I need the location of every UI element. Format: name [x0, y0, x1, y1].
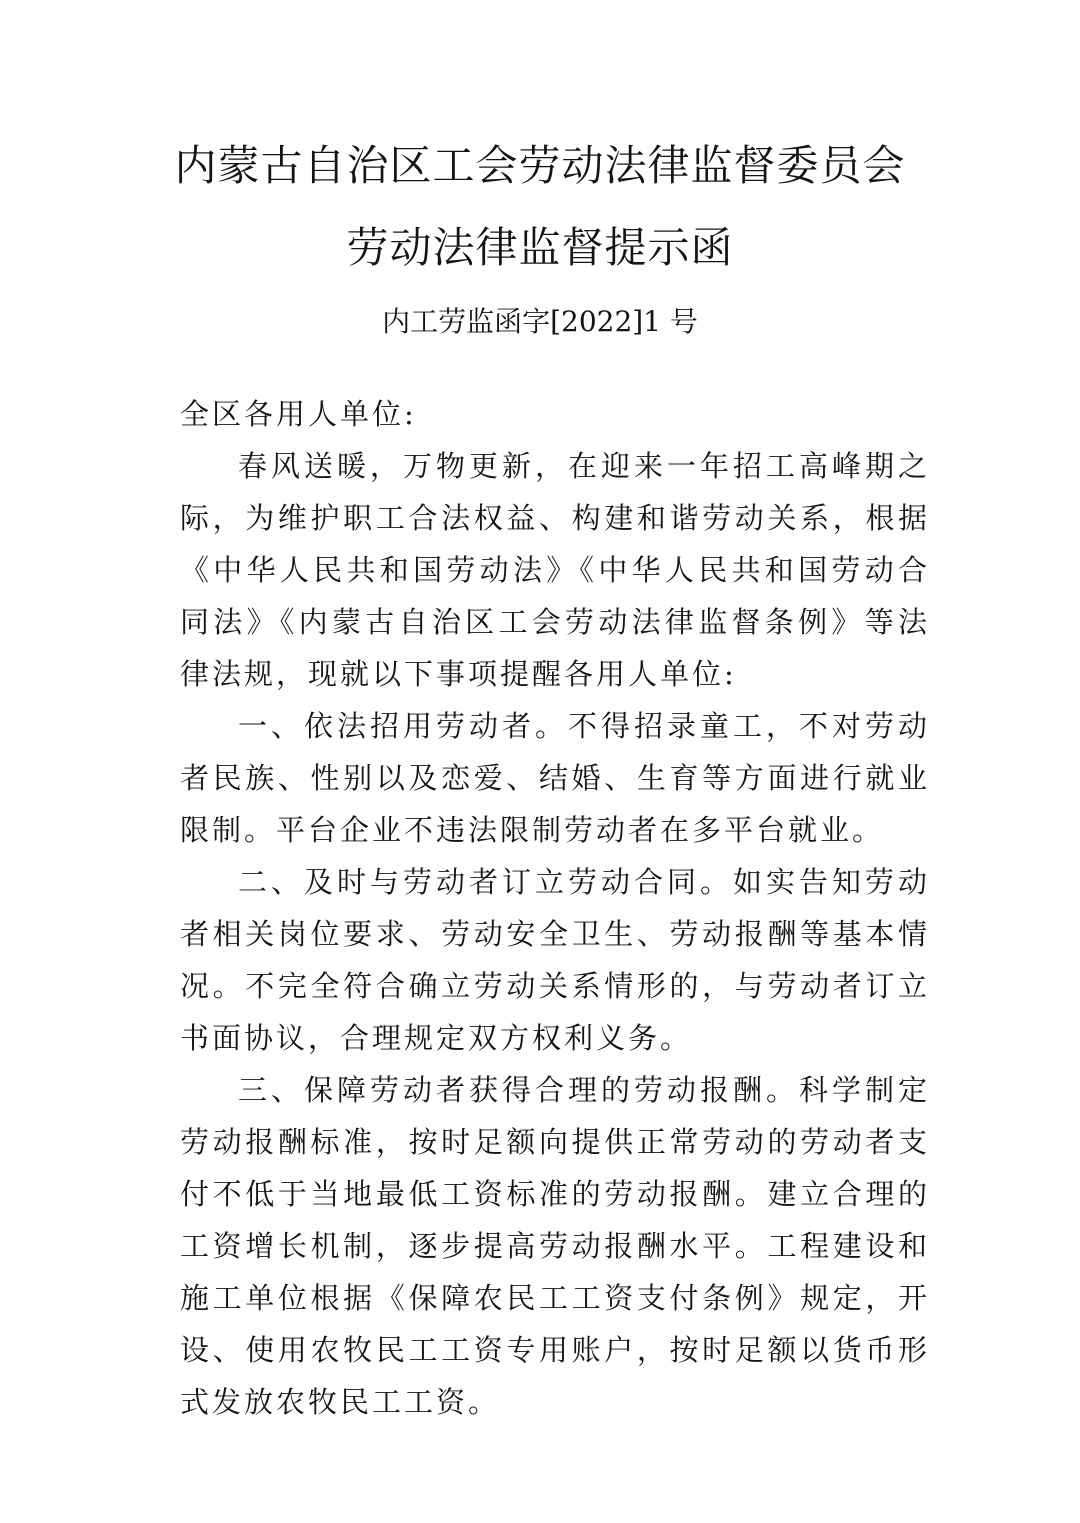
paragraph-item-3: 三、保障劳动者获得合理的劳动报酬。科学制定劳动报酬标准，按时足额向提供正常劳动的劳动者支付不低于当地最低工资标准的劳动报酬。建立合理的工资增长机制，逐步提高劳动报酬水平。工程建设和施工单位根据《保障农民工工资支付条例》规定，开设、使用农牧民工工资专用账户，按时足额以货币形式发放农牧民工工资。	[180, 1073, 930, 1419]
paragraph-item-1: 一、依法招用劳动者。不得招录童工，不对劳动者民族、性别以及恋爱、结婚、生育等方面进行就业限制。平台企业不违法限制劳动者在多平台就业。	[180, 709, 930, 847]
salutation: 全区各用人单位:	[180, 397, 417, 431]
paragraph-intro: 春风送暖，万物更新，在迎来一年招工高峰期之际，为维护职工合法权益、构建和谐劳动关系，根据《中华人民共和国劳动法》《中华人民共和国劳动合同法》《内蒙古自治区工会劳动法律监督条例》等法律法规，现就以下事项提醒各用人单位:	[180, 449, 930, 691]
document-title-line-2: 劳动法律监督提示函	[346, 223, 734, 272]
document-number: 内工劳监函字[2022]1 号	[382, 305, 698, 338]
document-title-line-1: 内蒙古自治区工会劳动法律监督委员会	[174, 141, 906, 190]
document-body	[180, 388, 930, 1428]
paragraph-item-2: 二、及时与劳动者订立劳动合同。如实告知劳动者相关岗位要求、劳动安全卫生、劳动报酬等基本情况。不完全符合确立劳动关系情形的，与劳动者订立书面协议，合理规定双方权利义务。	[180, 865, 930, 1055]
